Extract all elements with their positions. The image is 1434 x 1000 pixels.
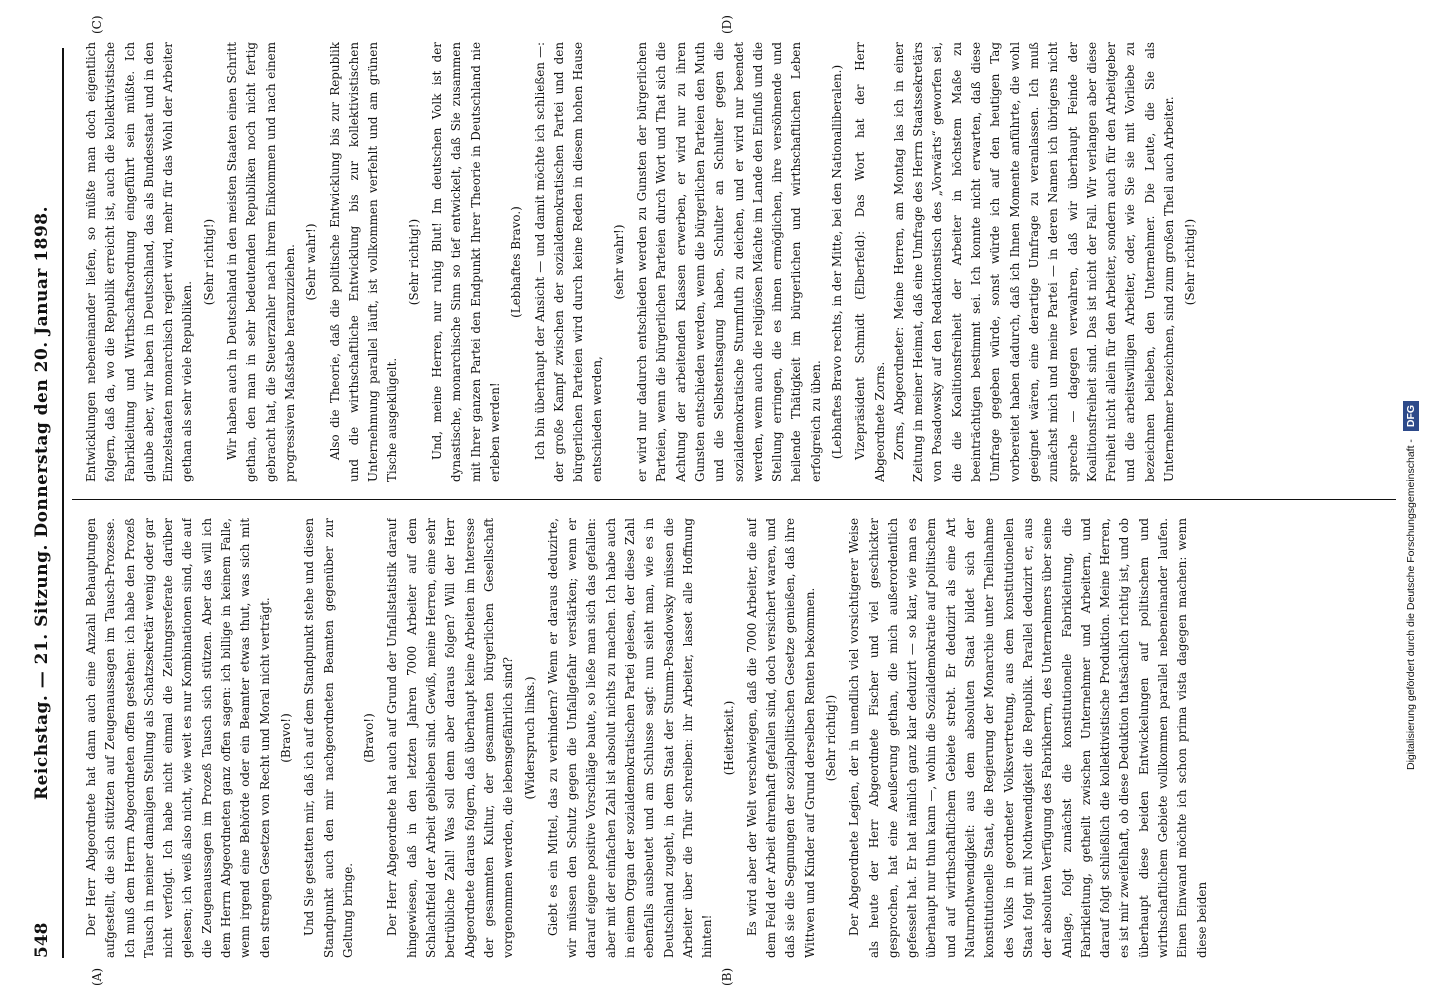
paragraph: Der Herr Abgeordnete hat dann auch eine Anzahl Behauptungen aufgestellt, die sich stützten auf Zeugenaussagen im Tausch-Prozesse. Ich muß dem Herrn Abgeordneten offen gestehen: ich habe den Prozeß Tausch in meiner damaligen Stellung als Schatzsekretär wenig oder gar nicht verfolgt. Ich habe nicht einmal die Zeitungsreferate darüber gelesen; ich weiß also nicht, wie weit es nur Kombinationen sind, die auf die Zeugenaussagen im Prozeß Tausch sich stützen. Aber das will ich dem Herrn Abgeordneten ganz offen sagen: ich billige in keinem Falle, wenn irgend eine Behörde oder ein Beamter etwas thut, was sich mit den strengen Gesetzen von Recht und Moral nicht verträgt. (84, 518, 272, 958)
margin-mark-b: (B) (720, 967, 734, 986)
paragraph: Giebt es ein Mittel, das zu verhindern? Wenn er daraus deduzirte, wir müssen den Schutz gegen die Unfallgefahr verstärken; wenn er darauf eigene positive Vorschläge baute, so ließe man sich das gefallen: aber mit der einfachen Zahl ist absolut nichts zu machen. Ich habe auch in einem Organ der sozialdemokratischen Partei gelesen, der diese Zahl ebenfalls ausbeutet und am Schlusse sagt: nun sieht man, wie es in Deutschland zugeht, in dem Staat der Stumm-Posadowsky müssen die Arbeiter über die Thür schreiben: ihr Arbeiter, lasset alle Hoffnung hinten! (545, 518, 715, 958)
paragraph: Der Herr Abgeordnete hat auch auf Grund der Unfallstatistik darauf hingewiesen, daß in den letzten Jahren 7000 Arbeiter auf dem Schlachtfeld der Arbeit geblieben sind. Gewiß, meine Herren, eine sehr betrübliche Zahl! Was soll denn aber daraus folgen? Will der Herr Abgeordnete daraus folgern, daß überhaupt keine Arbeiten im Interesse der gesammten Kultur, der gesammten bürgerlichen Gesellschaft vorgenommen werden, die lebensgefährlich sind? (385, 518, 516, 958)
paragraph: Ich bin überhaupt der Ansicht — und damit möchte ich schließen —: der große Kampf zwischen der sozialdemokratischen Partei und den bürgerlichen Parteien wird durch keine Reden in diesem hohen Hause entschieden werden, (532, 42, 605, 482)
margin-mark-c: (C) (90, 15, 104, 34)
paragraph: Und, meine Herren, nur ruhig Blut! Im deutschen Volk ist der dynastische, monarchische Sinn so tief entwickelt, daß Sie zusammen mit Ihrer ganzen Partei den Endpunkt Ihrer Theorie in Deutschland nie erleben werden! (430, 42, 502, 482)
interjection: (Bravo!) (278, 713, 293, 763)
paragraph: Also die Theorie, daß die politische Entwicklung bis zur Republik und die wirthschaftliche Entwicklung bis zur kollektivistischen Unternehmung parallel läuft, ist vollkommen verfehlt und am grünen Tische ausgeklügelt. (327, 42, 400, 482)
margin-mark-d: (D) (720, 15, 734, 34)
interjection: (Widerspruch links.) (522, 676, 537, 800)
speaker-paragraph: Zorns, Abgeordneter: Meine Herren, am Montag las ich in einer Zeitung in meiner Heimat, daß eine Umfrage des Herrn Staatssekretärs von Posadowsky auf den Redaktionstisch des „Vorwärts“ geworfen sei, die die Koalitionsfreiheit der Arbeiter in höchstem Maße zu beeinträchtigen bestimmt sei. Ich konnte nicht erwarten, daß diese Umfrage gegeben würde, sonst würde ich auf den heutigen Tag vorbereitet haben dadurch, daß ich Ihnen Momente anführte, die wohl geeignet wären, eine derartige Umfrage zu veranlassen. Ich muß zunächst mich und meine Partei — in deren Namen ich übrigens nicht spreche — dagegen verwahren, daß wir überhaupt Feinde der Koalitionsfreiheit sind. Das ist nicht der Fall. Wir verlangen aber diese Freiheit nicht allein für den Arbeiter, sondern auch für den Arbeitgeber und die arbeitswilligen Arbeiter, oder, wie Sie sie mit Vorliebe zu bezeichnen belieben, den Unternehmer. Die Leute, die Sie als Unternehmer bezeichnen, sind zum großen Theil auch Arbeiter. (891, 42, 1177, 482)
paragraph: Und Sie gestatten mir, daß ich auf dem Standpunkt stehe und diesen Standpunkt auch den mir nachgeordneten Beamten gegenüber zur Geltung bringe. (302, 518, 355, 958)
interjection: (Sehr richtig!) (406, 218, 421, 306)
page-header (28, 48, 58, 958)
interjection: (Sehr richtig!) (201, 218, 216, 306)
interjection: (Heiterkeit.) (721, 700, 736, 776)
page-number: 548 (32, 922, 52, 958)
digitization-credit (1400, 10, 1422, 770)
interjection: (Sehr richtig!) (823, 694, 838, 782)
interjection: (Bravo!) (362, 713, 377, 763)
header-rule (62, 48, 64, 958)
margin-mark-a: (A) (90, 967, 104, 986)
interjection: (sehr wahr!) (611, 224, 626, 300)
paragraph: Es wird aber der Welt verschwiegen, daß die 7000 Arbeiter, die auf dem Feld der Arbeit ehrenhaft gefallen sind, doch versichert waren, und daß sie die Segnungen der sozialpolitischen Gesetze genießen, daß ihre Wittwen und Kinder auf Grund derselben Renten bekommen. (744, 518, 817, 958)
right-column (82, 42, 1362, 482)
interjection: (Lebhaftes Bravo rechts, in der Mitte, bei den Nationalliberalen.) (829, 64, 844, 460)
column-divider (72, 499, 1396, 500)
interjection: (Sehr richtig!) (1183, 218, 1198, 306)
interjection: (Sehr wahr!) (304, 223, 319, 301)
dfg-logo: DFG (1403, 401, 1419, 431)
interjection: (Lebhaftes Bravo.) (509, 206, 524, 318)
paragraph: Wir haben auch in Deutschland in den meisten Staaten einen Schritt gethan, den man in sehr bedeutenden Republiken noch nicht fertig gebracht hat, die Steuerzahler nach ihrem Einkommen und nach einem progressiven Maßstabe heranzuziehen. (225, 42, 297, 482)
paragraph: Entwicklungen nebeneinander liefen, so müßte man doch eigentlich folgern, daß da, wo die Republik erreicht ist, auch die kollektivistische Fabrikleitung und Wirthschaftsordnung eingeführt sein müßte. Ich glaube aber, wir haben in Deutschland, das als Bundesstaat und in den Einzelstaaten monarchisch regiert wird, mehr für das Wohl der Arbeiter gethan als sehr viele Republiken. (84, 42, 195, 482)
paragraph: Der Abgeordnete Legien, der in unendlich viel vorsichtigerer Weise als heute der Herr Abgeordnete Fischer und viel geschickter gesprochen, hat eine Aeußerung gethan, die mich außerordentlich gefesselt hat. Er hat nämlich ganz klar deduzirt — so klar, wie man es überhaupt nur thun kann —, wohin die Sozialdemokratie auf politischem und auf wirthschaftlichem Gebiete strebt. Er deduzirt als eine Art Naturnothwendigkeit: aus dem absoluten Staat bildet sich der konstitutionelle Staat, die Regierung der Monarchie unter Theilnahme des Volks in geordneter Volksvertretung, aus dem konstitutionellen Staat folgt mit Nothwendigkeit die Republik. Parallel deduzirt er, aus der absoluten Verfügung des Fabrikherrn, des Unternehmers über seine Anlage, folgt zunächst die konstitutionelle Fabrikleitung, die Fabrikleitung, getheilt zwischen Unternehmer und Arbeitern, und darauf folgt schließlich die kollektivistische Produktion. Meine Herren, es ist mir zweifelhaft, ob diese Deduktion thatsächlich richtig ist, und ob überhaupt diese beiden Entwickelungen auf politischem und wirthschaftlichem Gebiete vollkommen parallel nebeneinander laufen. Einen Einwand möchte ich schon prima vista dagegen machen: wenn diese beiden (847, 518, 1209, 958)
paragraph: er wird nur dadurch entschieden werden zu Gunsten der bürgerlichen Parteien, wenn die bürgerlichen Parteien durch Wort und That sich die Achtung der arbeitenden Klassen erwerben, er wird nur zu ihren Gunsten entschieden werden, wenn die bürgerlichen Parteien den Muth und die Selbstentsagung haben, Schulter an Schulter gegen die sozialdemokratische Sturmfluth zu deichen, und er wird nur beendet werden, wenn auch die religiösen Mächte im Lande den Einfluß und die Stellung erringen, die es ihnen ermöglichen, ihre versöhnende und heilende Thätigkeit im bürgerlichen und wirthschaftlichen Leben erfolgreich zu üben. (635, 42, 823, 482)
left-column (82, 518, 1362, 958)
speaker-paragraph: Vizepräsident Schmidt (Elberfeld): Das Wort hat der Herr Abgeordnete Zorns. (853, 42, 887, 482)
session-title: Reichstag. — 21. Sitzung. Donnerstag den 20. Januar 1898. (32, 205, 52, 801)
credit-text: Digitalisierung gefördert durch die Deutsche Forschungsgemeinschaft - (1405, 439, 1417, 770)
